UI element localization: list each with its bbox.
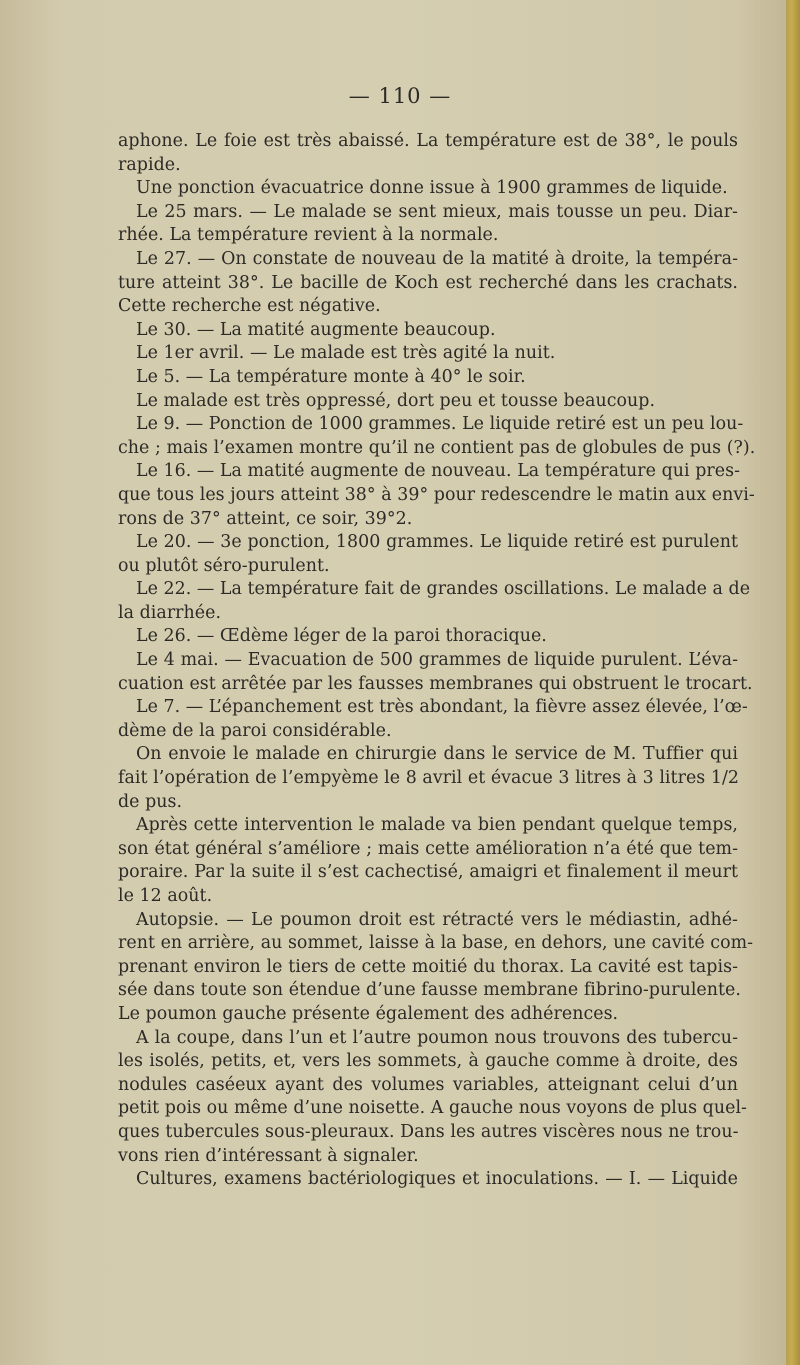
text-line: que tous les jours atteint 38° à 39° pour redescendre le matin aux envi- — [118, 484, 755, 505]
text-line: petit pois ou même d’une noisette. A gauche nous voyons de plus quel- — [118, 1098, 747, 1119]
text-line: ture atteint 38°. Le bacille de Koch est recherché dans les crachats. — [118, 272, 738, 293]
text-line: che ; mais l’examen montre qu’il ne contient pas de globules de pus (?). — [118, 437, 756, 458]
text-line: rapide. — [118, 154, 181, 175]
text-line: Le 9. — Ponction de 1000 grammes. Le liquide retiré est un peu lou- — [136, 414, 744, 435]
text-line: prenant environ le tiers de cette moitié du thorax. La cavité est tapis- — [118, 956, 738, 977]
text-line: de pus. — [118, 791, 183, 812]
text-line: la diarrhée. — [118, 602, 222, 623]
text-line: Cultures, examens bactériologiques et inoculations. — I. — Liquide — [136, 1169, 738, 1190]
text-line: On envoie le malade en chirurgie dans le service de M. Tuffier qui — [136, 744, 738, 765]
text-line: ou plutôt séro-purulent. — [118, 555, 330, 576]
text-line: rons de 37° atteint, ce soir, 39°2. — [118, 508, 413, 529]
text-line: Le 7. — L’épanchement est très abondant, la fièvre assez élevée, l’œ- — [136, 697, 748, 718]
text-line: rent en arrière, au sommet, laisse à la base, en dehors, une cavité com- — [118, 933, 754, 954]
text-line: Le 5. — La température monte à 40° le soir. — [136, 366, 526, 387]
text-line: A la coupe, dans l’un et l’autre poumon nous trouvons des tubercu- — [136, 1027, 738, 1048]
page-number: — 110 — — [348, 84, 452, 108]
body-text — [118, 130, 756, 1192]
text-line: Le 20. — 3e ponction, 1800 grammes. Le liquide retiré est purulent — [136, 532, 738, 553]
text-line: le 12 août. — [118, 886, 213, 906]
text-line: aphone. Le foie est très abaissé. La température est de 38°, le pouls — [118, 131, 738, 151]
text-line: les isolés, petits, et, vers les sommets, à gauche comme à droite, des — [118, 1051, 738, 1072]
text-line: Le 16. — La matité augmente de nouveau. La température qui pres- — [136, 461, 740, 482]
text-line: vons rien d’intéressant à signaler. — [118, 1145, 419, 1166]
text-line: Autopsie. — Le poumon droit est rétracté vers le médiastin, adhé- — [136, 909, 738, 930]
text-line: rhée. La température revient à la normale. — [118, 225, 499, 246]
text-line: Le 22. — La température fait de grandes oscillations. Le malade a de — [136, 579, 751, 600]
text-line: cuation est arrêtée par les fausses membranes qui obstruent le trocart. — [118, 673, 753, 694]
page-edge — [786, 0, 800, 1365]
text-line: son état général s’améliore ; mais cette amélioration n’a été que tem- — [118, 838, 738, 859]
text-line: Le 25 mars. — Le malade se sent mieux, mais tousse un peu. Diar- — [136, 201, 738, 222]
text-line: Le 30. — La matité augmente beaucoup. — [136, 319, 496, 340]
text-line: Cette recherche est négative. — [118, 296, 381, 317]
text-line: poraire. Par la suite il s’est cachectisé, amaigri et finalement il meurt — [118, 862, 738, 883]
text-line: Le 4 mai. — Evacuation de 500 grammes de liquide purulent. L’éva- — [136, 650, 738, 671]
text-line: fait l’opération de l’empyème le 8 avril et évacue 3 litres à 3 litres 1/2 — [118, 768, 739, 789]
text-line: Le poumon gauche présente également des adhérences. — [118, 1003, 619, 1024]
text-line: Une ponction évacuatrice donne issue à 1900 grammes de liquide. — [136, 178, 728, 199]
text-line: nodules caséeux ayant des volumes variables, atteignant celui d’un — [118, 1074, 738, 1095]
text-line: dème de la paroi considérable. — [118, 720, 392, 741]
text-line: Le malade est très oppressé, dort peu et tousse beaucoup. — [136, 390, 656, 411]
text-line: Le 27. — On constate de nouveau de la matité à droite, la tempéra- — [136, 248, 738, 269]
text-line: Après cette intervention le malade va bien pendant quelque temps, — [136, 815, 738, 836]
text-line: ques tubercules sous-pleuraux. Dans les autres viscères nous ne trou- — [118, 1121, 739, 1142]
text-line: sée dans toute son étendue d’une fausse membrane fibrino-purulente. — [118, 980, 741, 1001]
text-line: Le 1er avril. — Le malade est très agité la nuit. — [136, 343, 556, 364]
text-line: Le 26. — Œdème léger de la paroi thoracique. — [136, 626, 547, 647]
